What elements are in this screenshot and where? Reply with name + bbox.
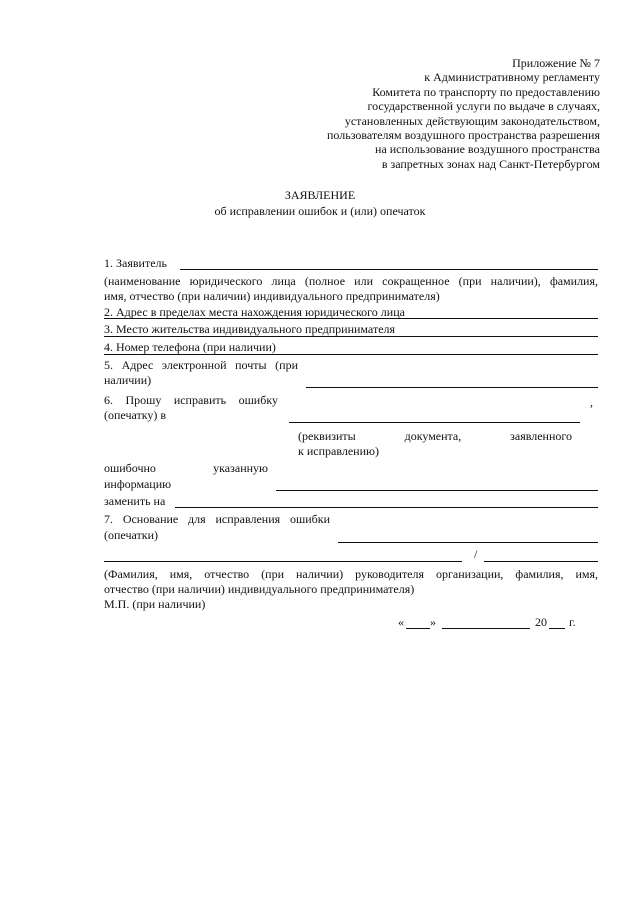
applicant-hint: имя, отчество (при наличии) индивидуального предпринимателя) (104, 289, 440, 303)
applicant-hint: (наименование юридического лица (полное или сокращенное (при наличии), фамилия, (104, 274, 598, 288)
document-title: ЗАЯВЛЕНИЕ (284, 188, 356, 202)
replace-with-label: заменить на (104, 494, 166, 508)
date-open-quote: « (398, 615, 404, 629)
signature-slash: / (474, 547, 478, 561)
date-month-line[interactable] (442, 628, 530, 629)
header-line: в запретных зонах над Санкт-Петербургом (381, 156, 600, 171)
header-line: на использование воздушного пространства (375, 142, 600, 157)
applicant-input-line[interactable] (180, 269, 598, 270)
reason-input-line[interactable] (338, 542, 598, 543)
date-day-line[interactable] (406, 628, 430, 629)
header-line: Комитета по транспорту по предоставлению (372, 84, 600, 99)
email-label: наличии) (104, 373, 152, 387)
wrong-info-label: ошибочно указанную (104, 461, 268, 475)
signature-line[interactable] (484, 561, 598, 562)
correction-request-label: 6. Прошу исправить ошибку (104, 393, 278, 407)
legal-address-label: 2. Адрес в пределах места нахождения юридического лица (104, 305, 405, 319)
comma-mark: , (590, 395, 593, 409)
appendix-header (270, 56, 600, 171)
document-subtitle: об исправлении ошибок и (или) опечаток (214, 204, 426, 218)
header-line: к Административному регламенту (424, 70, 600, 85)
date-year-suffix: г. (569, 615, 576, 629)
signature-hint: отчество (при наличии) индивидуального предпринимателя) (104, 582, 415, 596)
stamp-label: М.П. (при наличии) (104, 597, 206, 611)
phone-line[interactable] (104, 354, 598, 355)
signature-hint: (Фамилия, имя, отчество (при наличии) руководителя организации, фамилия, имя, (104, 567, 598, 581)
reason-label: (опечатки) (104, 528, 158, 542)
header-line: пользователям воздушного пространства разрешения (327, 128, 600, 143)
header-line: государственной услуги по выдаче в случаях, (367, 99, 600, 114)
reason-label: 7. Основание для исправления ошибки (104, 512, 330, 526)
correction-request-label: (опечатку) в (104, 408, 167, 422)
date-year-prefix: 20 (535, 615, 547, 629)
residence-label: 3. Место жительства индивидуального предпринимателя (104, 322, 396, 336)
legal-address-line[interactable] (104, 318, 598, 319)
header-line: Приложение № 7 (512, 56, 600, 70)
date-year-line[interactable] (549, 628, 565, 629)
header-line: установленных действующим законодательством, (344, 113, 600, 128)
document-details-hint: к исправлению) (298, 444, 379, 458)
email-input-line[interactable] (306, 387, 598, 388)
date-close-quote: » (430, 615, 436, 629)
document-details-hint: (реквизиты документа, заявленного (298, 429, 572, 443)
wrong-info-label: информацию (104, 477, 172, 491)
document-details-line[interactable] (289, 422, 580, 423)
replace-with-line[interactable] (175, 507, 598, 508)
wrong-info-line[interactable] (276, 490, 598, 491)
phone-label: 4. Номер телефона (при наличии) (104, 340, 276, 354)
residence-line[interactable] (104, 336, 598, 337)
email-label: 5. Адрес электронной почты (при (104, 358, 298, 372)
signature-name-line[interactable] (104, 561, 462, 562)
applicant-label: 1. Заявитель (104, 256, 167, 270)
